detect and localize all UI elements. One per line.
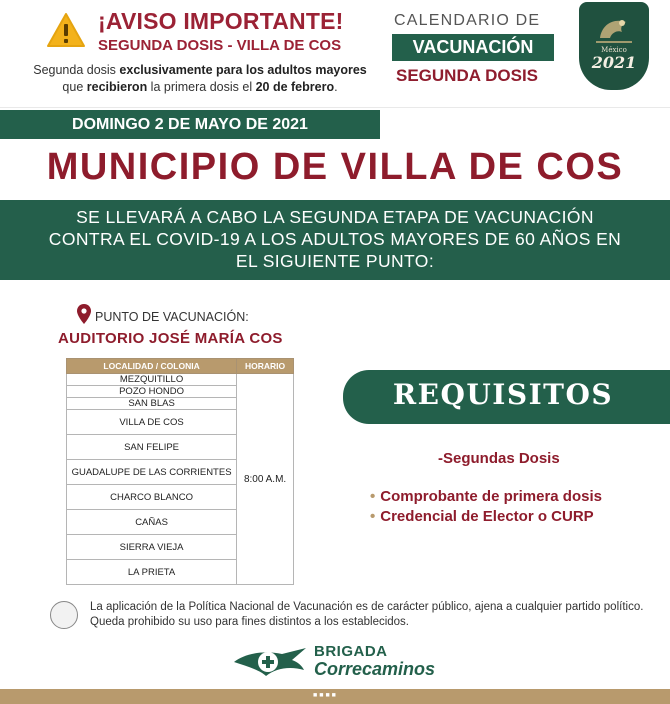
- warning-subtitle: SEGUNDA DOSIS - VILLA DE COS: [98, 37, 342, 54]
- requirement-text: Comprobante de primera dosis: [380, 488, 602, 505]
- column-header-locality: LOCALIDAD / COLONIA: [67, 359, 237, 374]
- requirements-title: REQUISITOS: [392, 378, 614, 411]
- notice-text-4: .: [334, 80, 338, 94]
- list-item: [370, 507, 602, 527]
- notice-bold-2: recibieron: [86, 80, 148, 94]
- list-item: [370, 487, 602, 507]
- requirements-subtitle: -Segundas Dosis: [438, 450, 560, 467]
- locality-cell: SIERRA VIEJA: [67, 535, 237, 560]
- locality-cell: SAN BLAS: [67, 398, 237, 410]
- bullet-icon: •: [370, 488, 376, 505]
- notice-text-1: Segunda dosis: [33, 63, 120, 77]
- badge-country: México: [601, 46, 627, 54]
- time-cell: 8:00 A.M.: [237, 374, 294, 585]
- requirements-list: [370, 487, 602, 527]
- brigade-line-2: Correcaminos: [314, 659, 436, 679]
- event-date: DOMINGO 2 DE MAYO DE 2021: [0, 110, 380, 139]
- column-header-time: HORARIO: [237, 359, 294, 374]
- locality-cell: VILLA DE COS: [67, 410, 237, 435]
- location-label: PUNTO DE VACUNACIÓN:: [95, 310, 249, 324]
- locality-cell: CHARCO BLANCO: [67, 485, 237, 510]
- notice-text-2: que: [62, 80, 87, 94]
- disclaimer-text: La aplicación de la Política Nacional de Vacunación es de carácter público, ajena a cualquier partido político. Queda prohibido su uso para fines distintos a los establecidos.: [90, 601, 644, 628]
- brigade-line-1: BRIGADA: [314, 643, 388, 660]
- table-row: [67, 374, 294, 386]
- table-header-row: [67, 359, 294, 374]
- requirement-text: Credencial de Elector o CURP: [380, 508, 594, 525]
- locality-cell: GUADALUPE DE LAS CORRIENTES: [67, 460, 237, 485]
- locality-cell: SAN FELIPE: [67, 435, 237, 460]
- coat-of-arms-icon: [50, 601, 78, 629]
- schedule-table: [66, 358, 294, 585]
- location-name: AUDITORIO JOSÉ MARÍA COS: [58, 330, 283, 347]
- municipality-title: MUNICIPIO DE VILLA DE COS: [46, 146, 624, 188]
- warning-title: ¡AVISO IMPORTANTE!: [98, 8, 344, 34]
- calendar-line-3: SEGUNDA DOSIS: [396, 66, 539, 85]
- badge-year: 2021: [591, 53, 637, 72]
- warning-notice: [14, 62, 386, 96]
- locality-cell: POZO HONDO: [67, 386, 237, 398]
- notice-text-3: la primera dosis el: [147, 80, 256, 94]
- calendar-line-1: CALENDARIO DE: [394, 12, 541, 29]
- warning-triangle-icon: [46, 12, 86, 48]
- bullet-icon: •: [370, 508, 376, 525]
- decorative-strip: [380, 110, 670, 139]
- roadrunner-logo-icon: [232, 640, 308, 684]
- calendar-line-2: VACUNACIÓN: [392, 34, 554, 61]
- announcement-text: SE LLEVARÁ A CABO LA SEGUNDA ETAPA DE VACUNACIÓN CONTRA EL COVID-19 A LOS ADULTOS MAYORES DE 60 AÑOS EN EL SIGUIENTE PUNTO:: [48, 207, 622, 271]
- locality-cell: CAÑAS: [67, 510, 237, 535]
- notice-bold-3: 20 de febrero: [255, 80, 335, 94]
- social-media-icons: ■■■■: [313, 692, 338, 699]
- mexico-2021-badge: [579, 2, 649, 90]
- locality-cell: MEZQUITILLO: [67, 374, 237, 386]
- location-pin-icon: [77, 304, 91, 324]
- top-header: [0, 0, 670, 108]
- locality-cell: LA PRIETA: [67, 560, 237, 585]
- eagle-emblem-icon: [592, 12, 636, 46]
- notice-bold-1: exclusivamente para los adultos mayores: [119, 63, 367, 77]
